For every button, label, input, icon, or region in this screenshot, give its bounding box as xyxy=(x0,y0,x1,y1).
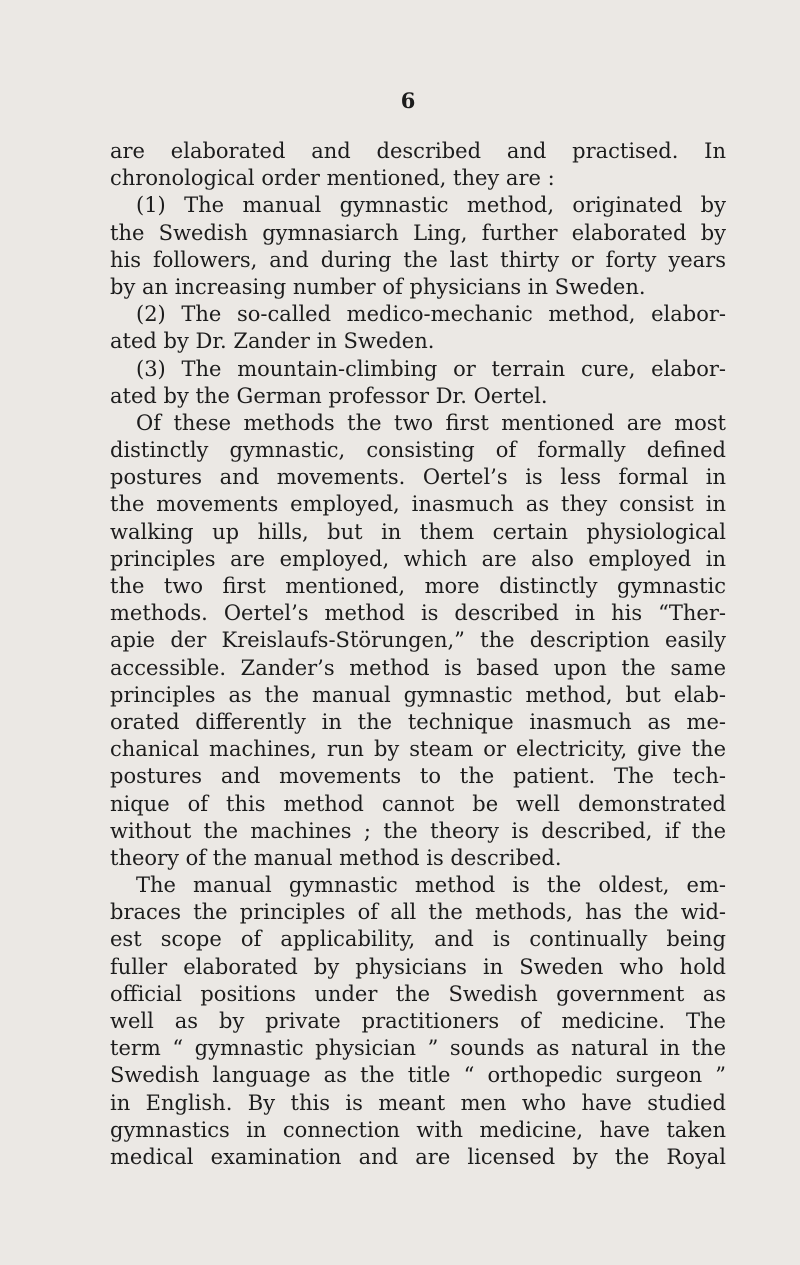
text-line: (3) The mountain-climbing or terrain cure, elabor- xyxy=(136,356,726,381)
text-line: apie der Kreislaufs-Störungen,” the description easily xyxy=(110,628,726,653)
text-line: ated by Dr. Zander in Sweden. xyxy=(110,329,435,354)
text-line: medical examination and are licensed by the Royal xyxy=(110,1144,726,1169)
text-line: theory of the manual method is described. xyxy=(110,845,562,870)
text-line: methods. Oertel’s method is described in his “Ther- xyxy=(110,601,726,626)
text-line: Swedish language as the title “ orthopedic surgeon ” xyxy=(110,1063,726,1088)
text-line: distinctly gymnastic, consisting of formally defined xyxy=(110,438,726,463)
text-line: (1) The manual gymnastic method, originated by xyxy=(136,193,726,218)
text-line: Of these methods the two first mentioned are most xyxy=(136,410,726,435)
text-line: term “ gymnastic physician ” sounds as natural in the xyxy=(110,1036,726,1061)
text-line: the Swedish gymnasiarch Ling, further elaborated by xyxy=(110,220,726,245)
text-line: are elaborated and described and practised. In xyxy=(110,139,726,163)
text-line: the two first mentioned, more distinctly gymnastic xyxy=(110,574,726,598)
text-line: by an increasing number of physicians in Sweden. xyxy=(110,274,646,299)
text-line: The manual gymnastic method is the oldest, em- xyxy=(136,873,726,898)
text-line: ated by the German professor Dr. Oertel. xyxy=(110,383,548,408)
text-line: principles are employed, which are also employed in xyxy=(110,546,726,571)
text-line: his followers, and during the last thirty or forty years xyxy=(110,247,726,272)
text-line: postures and movements to the patient. The tech- xyxy=(110,764,726,789)
text-line: est scope of applicability, and is continually being xyxy=(110,927,726,952)
text-line: in English. By this is meant men who have studied xyxy=(110,1090,726,1115)
text-line: chronological order mentioned, they are : xyxy=(110,166,555,191)
text-line: postures and movements. Oertel’s is less formal in xyxy=(110,465,726,490)
text-line: braces the principles of all the methods, has the wid- xyxy=(110,900,726,925)
text-line: orated differently in the technique inasmuch as me- xyxy=(110,709,726,734)
text-line: chanical machines, run by steam or electricity, give the xyxy=(110,737,726,762)
text-line: without the machines ; the theory is described, if the xyxy=(110,818,726,843)
text-line: well as by private practitioners of medicine. The xyxy=(110,1009,726,1033)
text-line: principles as the manual gymnastic method, but elab- xyxy=(110,682,726,707)
body-text xyxy=(110,138,726,1171)
text-line: gymnastics in connection with medicine, have taken xyxy=(110,1117,726,1142)
text-line: nique of this method cannot be well demonstrated xyxy=(110,791,726,816)
text-line: walking up hills, but in them certain physiological xyxy=(110,519,726,544)
text-line: (2) The so-called medico-mechanic method, elabor- xyxy=(136,302,726,327)
text-line: official positions under the Swedish government as xyxy=(110,981,726,1006)
page-number: 6 xyxy=(400,88,416,113)
text-line: accessible. Zander’s method is based upon the same xyxy=(110,655,726,680)
text-line: the movements employed, inasmuch as they consist in xyxy=(110,492,726,517)
text-line: fuller elaborated by physicians in Sweden who hold xyxy=(110,954,726,979)
